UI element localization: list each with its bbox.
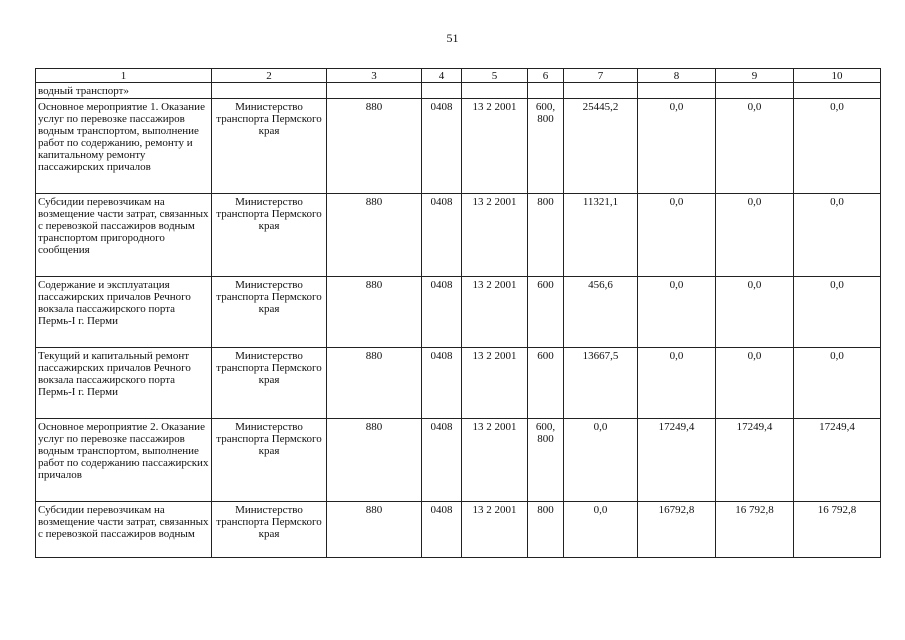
cell-col10: 17249,4 [794, 419, 881, 502]
cell-col5: 13 2 2001 [462, 194, 528, 277]
cell-col9: 0,0 [716, 99, 794, 194]
cell-col5: 13 2 2001 [462, 502, 528, 558]
table-row [36, 277, 881, 348]
empty-cell [327, 83, 422, 99]
empty-cell [794, 83, 881, 99]
cell-col3: 880 [327, 348, 422, 419]
cell-col6: 800 [528, 502, 564, 558]
col-header-1: 1 [36, 69, 212, 83]
cell-col3: 880 [327, 194, 422, 277]
table-row [36, 348, 881, 419]
cell-col8: 17249,4 [638, 419, 716, 502]
table-row [36, 99, 881, 194]
cell-col10: 16 792,8 [794, 502, 881, 558]
cell-col6: 800 [528, 194, 564, 277]
col-header-2: 2 [212, 69, 327, 83]
row-executor: Министерство транспорта Пермского края [212, 419, 327, 502]
cell-col8: 0,0 [638, 348, 716, 419]
row-executor: Министерство транспорта Пермского края [212, 277, 327, 348]
cell-col8: 0,0 [638, 194, 716, 277]
empty-cell [212, 83, 327, 99]
table-row [36, 194, 881, 277]
empty-cell [462, 83, 528, 99]
cell-col9: 16 792,8 [716, 502, 794, 558]
cell-col4: 0408 [422, 277, 462, 348]
cell-col5: 13 2 2001 [462, 419, 528, 502]
cell-col4: 0408 [422, 502, 462, 558]
empty-cell [638, 83, 716, 99]
row-name: Основное мероприятие 2. Оказание услуг по перевозке пассажиров водным транспортом, выполнение работ по содержанию пассажирских причалов [36, 419, 212, 502]
col-header-7: 7 [564, 69, 638, 83]
cell-col9: 0,0 [716, 277, 794, 348]
col-header-9: 9 [716, 69, 794, 83]
cell-col7: 11321,1 [564, 194, 638, 277]
row-name: Текущий и капитальный ремонт пассажирских причалов Речного вокзала пассажирского порта Пермь-I г. Перми [36, 348, 212, 419]
row-executor: Министерство транспорта Пермского края [212, 99, 327, 194]
cell-col3: 880 [327, 99, 422, 194]
cell-col4: 0408 [422, 194, 462, 277]
cell-col8: 0,0 [638, 277, 716, 348]
empty-cell [528, 83, 564, 99]
col-header-10: 10 [794, 69, 881, 83]
col-header-8: 8 [638, 69, 716, 83]
row-name: Субсидии перевозчикам на возмещение части затрат, связанных с перевозкой пассажиров водным [36, 502, 212, 558]
table-row [36, 419, 881, 502]
cell-col7: 0,0 [564, 419, 638, 502]
cell-col10: 0,0 [794, 99, 881, 194]
col-header-6: 6 [528, 69, 564, 83]
row-executor: Министерство транспорта Пермского края [212, 194, 327, 277]
cell-col8: 16792,8 [638, 502, 716, 558]
cell-col9: 0,0 [716, 348, 794, 419]
cell-col8: 0,0 [638, 99, 716, 194]
cell-col5: 13 2 2001 [462, 348, 528, 419]
col-header-3: 3 [327, 69, 422, 83]
cell-col10: 0,0 [794, 277, 881, 348]
cell-col4: 0408 [422, 419, 462, 502]
cell-col6: 600 [528, 348, 564, 419]
empty-cell [564, 83, 638, 99]
page-number: 51 [446, 31, 459, 45]
col-header-4: 4 [422, 69, 462, 83]
budget-table [35, 68, 881, 558]
cell-col6: 600, 800 [528, 419, 564, 502]
cell-col7: 456,6 [564, 277, 638, 348]
empty-cell [716, 83, 794, 99]
cell-col10: 0,0 [794, 194, 881, 277]
cell-col5: 13 2 2001 [462, 99, 528, 194]
row-executor: Министерство транспорта Пермского края [212, 502, 327, 558]
cell-col4: 0408 [422, 348, 462, 419]
cell-col7: 13667,5 [564, 348, 638, 419]
row-name: Субсидии перевозчикам на возмещение части затрат, связанных с перевозкой пассажиров водным транспортом пригородного сообщения [36, 194, 212, 277]
cell-col3: 880 [327, 277, 422, 348]
row-name: Основное мероприятие 1. Оказание услуг по перевозке пассажиров водным транспортом, выполнение работ по содержанию, ремонту и капитальному ремонту пассажирских причалов [36, 99, 212, 194]
cell-col7: 0,0 [564, 502, 638, 558]
row-executor: Министерство транспорта Пермского края [212, 348, 327, 419]
header-row [36, 69, 881, 83]
table-row [36, 502, 881, 558]
cell-col3: 880 [327, 419, 422, 502]
cell-col9: 17249,4 [716, 419, 794, 502]
cell-col3: 880 [327, 502, 422, 558]
empty-cell [422, 83, 462, 99]
col-header-5: 5 [462, 69, 528, 83]
cell-col6: 600 [528, 277, 564, 348]
cell-col10: 0,0 [794, 348, 881, 419]
row-name: Содержание и эксплуатация пассажирских причалов Речного вокзала пассажирского порта Пермь-I г. Перми [36, 277, 212, 348]
cell-col4: 0408 [422, 99, 462, 194]
cell-col7: 25445,2 [564, 99, 638, 194]
cell-col9: 0,0 [716, 194, 794, 277]
cell-col5: 13 2 2001 [462, 277, 528, 348]
continuation-cell: водный транспорт» [36, 83, 212, 99]
cell-col6: 600, 800 [528, 99, 564, 194]
continuation-row [36, 83, 881, 99]
